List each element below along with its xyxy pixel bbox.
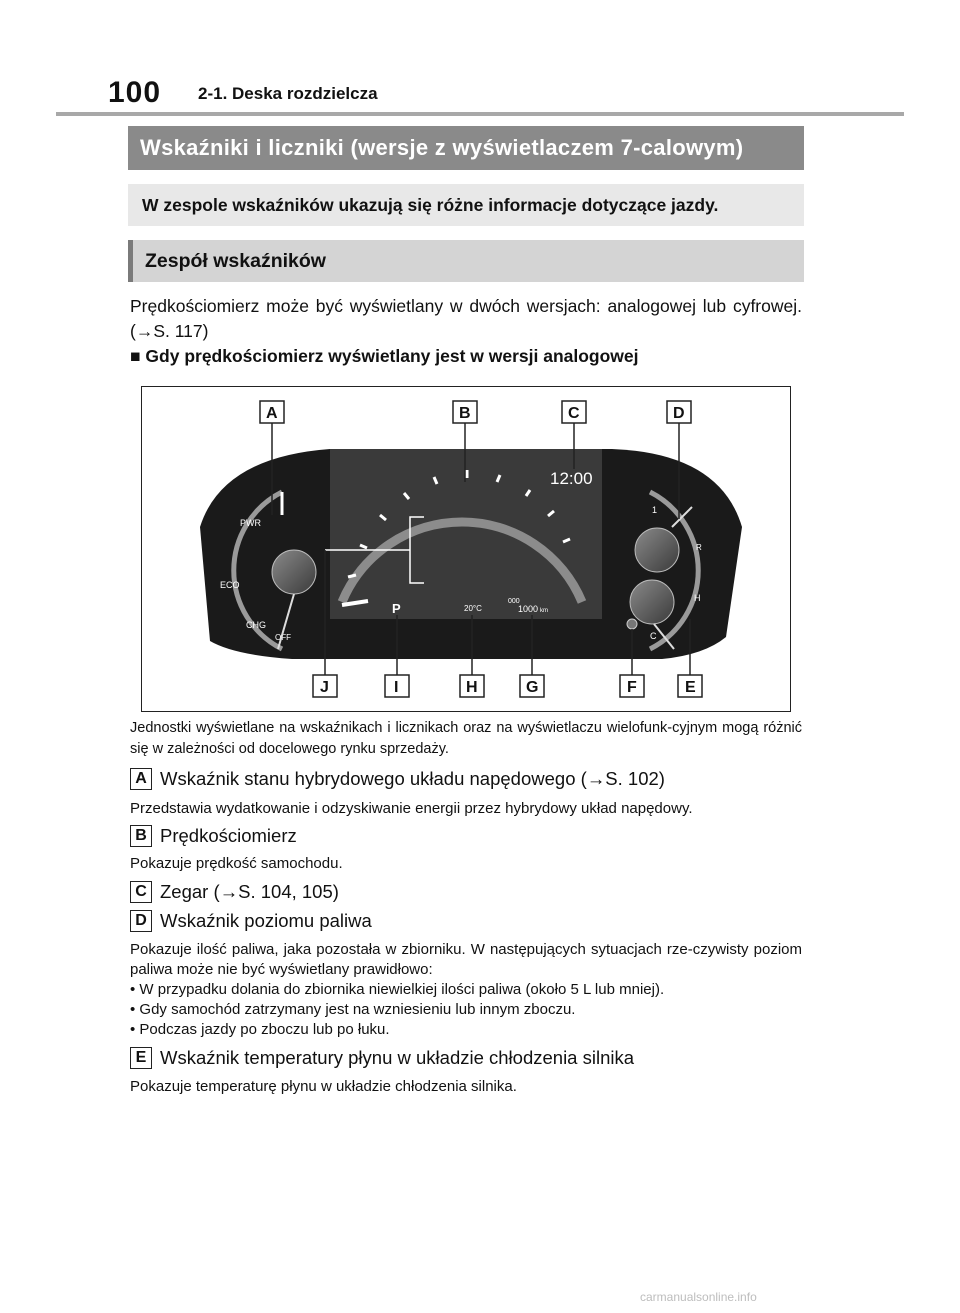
- figure-note: Jednostki wyświetlane na wskaźnikach i licznikach oraz na wyświetlaczu wielofunk-cyjnym mogą różnić się w zależności od docelowego rynku sprzedaży.: [130, 720, 802, 757]
- odometer-unit: km: [540, 608, 548, 614]
- bullet-2: • Gdy samochód zatrzymany jest na wzniesieniu lub innym zboczu.: [130, 1001, 576, 1018]
- callout-f: F: [627, 679, 637, 696]
- item-e-title: Wskaźnik temperatury płynu w układzie chłodzenia silnika: [160, 1047, 635, 1068]
- heading-bar-text: Zespół wskaźników: [145, 250, 326, 272]
- item-c-letter: C: [130, 881, 152, 903]
- item-a-desc: Przedstawia wydatkowanie i odzyskiwanie energii przez hybrydowy układ napędowy.: [130, 800, 693, 817]
- fuel-knob: [635, 528, 679, 572]
- left-knob: [272, 550, 316, 594]
- callout-b: B: [459, 405, 471, 422]
- intro-paragraph: Prędkościomierz może być wyświetlany w dwóch wersjach: analogowej lub cyfrowej. (→S. 117): [130, 296, 802, 341]
- callout-j: J: [320, 679, 329, 696]
- intro-bar-text: W zespole wskaźników ukazują się różne informacje dotyczące jazdy.: [142, 195, 719, 215]
- subheading: ■ Gdy prędkościomierz wyświetlany jest w wersji analogowej: [130, 346, 639, 366]
- label-chg: CHG: [246, 620, 266, 630]
- item-b-title: Prędkościomierz: [160, 825, 297, 846]
- item-b: [130, 825, 297, 847]
- clock-text: 12:00: [550, 469, 593, 488]
- label-pwr: PWR: [240, 518, 261, 528]
- label-off: OFF: [275, 633, 291, 642]
- intro-bar: [128, 184, 804, 226]
- temp-knob: [630, 580, 674, 624]
- title-bar-text: Wskaźniki i liczniki (wersje z wyświetlaczem 7-calowym): [140, 135, 744, 160]
- page-number: 100: [108, 76, 162, 109]
- instrument-cluster-figure: [141, 386, 791, 712]
- item-c: [130, 881, 339, 903]
- item-d-title: Wskaźnik poziomu paliwa: [160, 910, 372, 931]
- trip-text: 000: [508, 598, 520, 605]
- item-d-desc: Pokazuje ilość paliwa, jaka pozostała w zbiorniku. W następujących sytuacjach rze-czywisty poziom paliwa może nie być wyświetlany prawidłowo:: [130, 941, 802, 978]
- callout-h: H: [466, 679, 478, 696]
- item-a-letter: A: [130, 768, 152, 790]
- odometer-text: 1000: [518, 604, 539, 614]
- temperature-text: 20°C: [464, 604, 482, 613]
- fuel-r-label: R: [696, 543, 702, 552]
- cluster-illustration: [142, 387, 792, 713]
- item-e: [130, 1047, 634, 1069]
- item-d-letter: D: [130, 910, 152, 932]
- item-b-desc: Pokazuje prędkość samochodu.: [130, 855, 343, 872]
- item-c-title: Zegar (→S. 104, 105): [160, 881, 339, 902]
- bullet-3: • Podczas jazdy po zboczu lub po łuku.: [130, 1021, 390, 1038]
- item-a-title: Wskaźnik stanu hybrydowego układu napędowego (→S. 102): [160, 768, 665, 789]
- callout-d: D: [673, 405, 685, 422]
- item-a: [130, 768, 665, 790]
- temp-c-label: C: [650, 631, 657, 641]
- bullet-1: • W przypadku dolania do zbiornika niewielkiej ilości paliwa (około 5 L lub mniej).: [130, 981, 665, 998]
- section-title: 2-1. Deska rozdzielcza: [198, 84, 378, 103]
- label-eco: ECO: [220, 580, 240, 590]
- callout-e: E: [685, 679, 696, 696]
- gear-text: P: [392, 601, 401, 616]
- title-bar: [128, 126, 804, 170]
- callout-i: I: [394, 679, 399, 696]
- fuel-label: 1: [652, 505, 658, 515]
- callout-g: G: [526, 679, 539, 696]
- header-rule: [56, 112, 904, 116]
- item-e-letter: E: [130, 1047, 152, 1069]
- item-b-letter: B: [130, 825, 152, 847]
- trip-button: [627, 619, 637, 629]
- footer-watermark: carmanualsonline.info: [640, 1290, 757, 1304]
- heading-bar: [128, 240, 804, 282]
- temp-h-label: H: [694, 593, 701, 603]
- callout-a: A: [266, 405, 278, 422]
- item-e-desc: Pokazuje temperaturę płynu w układzie chłodzenia silnika.: [130, 1078, 517, 1095]
- item-d: [130, 910, 372, 932]
- callout-c: C: [568, 405, 580, 422]
